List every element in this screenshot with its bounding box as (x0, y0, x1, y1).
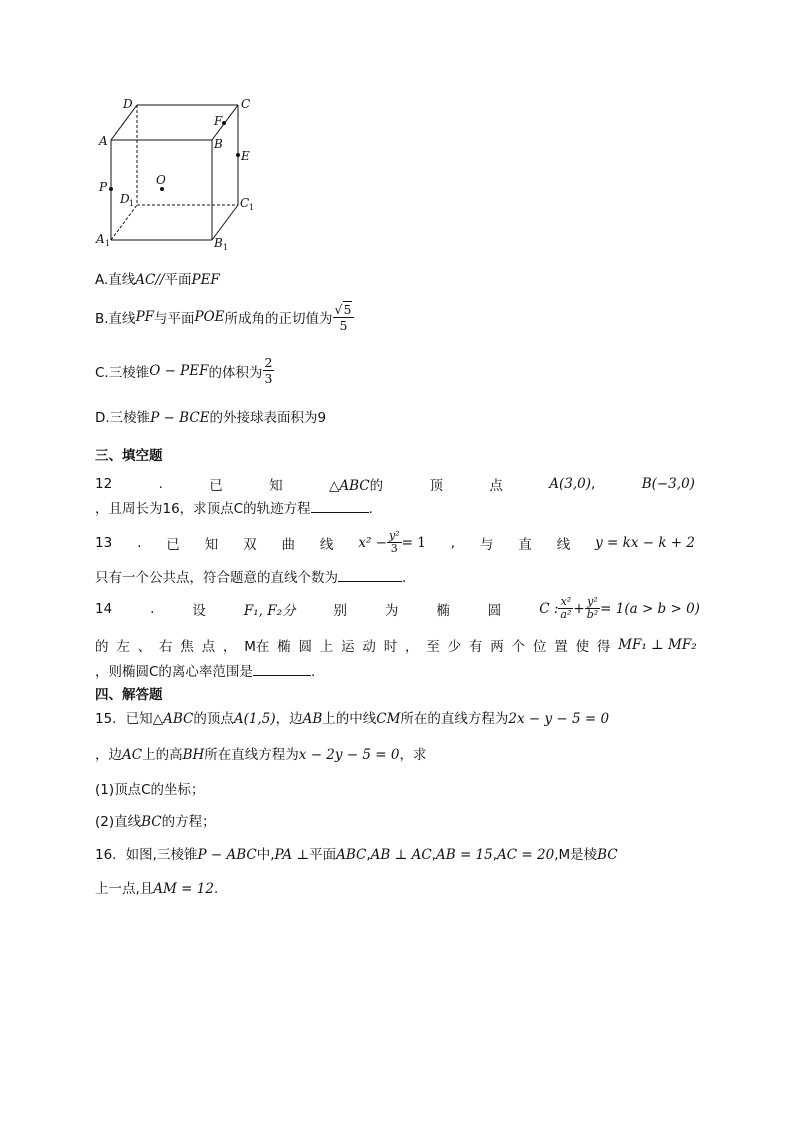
q13-hyperbola-equation (358, 530, 425, 555)
q15-math: △ABC (152, 711, 194, 727)
option-d-math1: P − BCE (150, 410, 210, 426)
option-c-frac-num: 2 (264, 355, 273, 370)
q14-token: 使 (575, 639, 590, 655)
q16-line1 (95, 843, 618, 863)
q12-point-b: B(−3,0) (641, 476, 695, 492)
q15-text: 上的高 (142, 747, 183, 763)
label-C: C (241, 97, 251, 111)
q16-line2 (95, 877, 218, 897)
label-A1-sub: 1 (105, 239, 111, 248)
q16-math: AB ⊥ AC (370, 847, 432, 863)
option-b-math1: PF (135, 309, 155, 325)
q13-eq-right: = 1 (401, 534, 426, 551)
q14-token: 置 (554, 639, 568, 655)
q16-end: . (213, 881, 219, 897)
q15-line1 (95, 707, 609, 727)
q15-text: (2)直线 (95, 814, 142, 830)
q13-line2-text: 只有一个公共点，符合题意的直线个数为 (95, 570, 338, 586)
q16-text: 中, (256, 847, 275, 863)
q14-line1 (95, 596, 700, 621)
q13-answer-blank[interactable] (338, 569, 402, 582)
q13-token: 已 (166, 536, 180, 553)
q14-ellipse-equation (539, 596, 700, 621)
option-b-math2: POE (194, 309, 225, 325)
q14-token: ， (405, 639, 419, 655)
q12-token: 顶 (429, 478, 443, 494)
option-d (95, 406, 326, 426)
option-a-prefix: A.直线 (95, 272, 136, 288)
q13-eq-num: y² (388, 529, 400, 542)
q16-math: BC (597, 847, 618, 863)
q12-triangle: △ABC (328, 478, 370, 494)
label-E: E (241, 149, 250, 163)
q15-text: 所在直线方程为 (204, 747, 299, 763)
q14-token: 运 (341, 639, 355, 655)
q16-math: AC = 20 (497, 847, 555, 863)
label-O: O (156, 173, 166, 187)
q16-text: , (366, 847, 371, 863)
q13-eq-den: 3 (390, 542, 398, 555)
q14-token: 椭 (277, 639, 291, 655)
q15-text: 所在的直线方程为 (400, 711, 509, 727)
q15-text: 的顶点 (193, 711, 234, 727)
option-d-prefix: D.三棱锥 (95, 410, 151, 426)
q14-token: 右 (158, 639, 173, 655)
q14-token: 位 (532, 639, 547, 655)
q12-comma: , (591, 476, 596, 492)
q15-sub1: (1)顶点C的坐标； (95, 782, 205, 798)
q14-token: 椭 (436, 602, 450, 619)
q12-line2-text: ，且周长为16，求顶点C的轨迹方程 (95, 501, 311, 517)
q13-line2 (95, 566, 406, 586)
q13-token: 线 (319, 536, 334, 553)
q14-token: 别 (333, 602, 347, 619)
q14-foci: F₁, F₂分 (243, 602, 296, 619)
option-b (95, 301, 354, 333)
q14-token: 焦 (180, 639, 194, 655)
option-b-frac-num: 5 (343, 302, 352, 317)
q15-sub2 (95, 810, 216, 830)
q15-text: 的方程； (161, 814, 216, 830)
q13-eq-left: x² − (358, 534, 387, 551)
q14-token: ， (222, 639, 237, 655)
q14-token: 有 (468, 639, 483, 655)
option-c-fraction (263, 355, 275, 386)
q15-text: ，边 (275, 711, 303, 727)
option-c-math1: O − PEF (149, 362, 209, 379)
q14-token: 两 (490, 639, 504, 655)
q12-token: 的 (369, 478, 384, 494)
q13-number: 13 (95, 534, 113, 551)
q12-line1 (95, 474, 695, 494)
q14-ell-plus: + (573, 600, 585, 617)
q14-line3-text: ，则椭圆C的离心率范围是 (95, 664, 253, 680)
q14-end: . (310, 664, 316, 680)
q16-math: AB = 15 (435, 847, 493, 863)
q14-token: 、 (137, 639, 152, 655)
q14-token: 圆 (487, 602, 502, 619)
q12-token: 知 (269, 478, 283, 494)
q16-text: , (431, 847, 436, 863)
option-a (95, 268, 220, 288)
option-d-mid: 的外接球表面积为9 (209, 410, 327, 426)
q15-math: x − 2y − 5 = 0 (298, 747, 400, 763)
q14-token: M在 (244, 639, 270, 655)
label-A1: A (96, 232, 105, 246)
q15-text: 15．已知 (95, 711, 153, 727)
q14-token: 的 (95, 639, 109, 655)
option-b-mid1: 与平面 (154, 311, 195, 327)
q12-answer-blank[interactable] (311, 500, 369, 513)
q12-token: 点 (489, 478, 503, 494)
q13-token: 双 (243, 536, 257, 553)
q14-dot: . (150, 600, 155, 617)
q12-number: 12 (95, 476, 113, 492)
section-3-title: 三、填空题 (95, 448, 163, 464)
q13-token: 直 (518, 536, 532, 553)
q15-math: AB (302, 711, 323, 727)
label-F: F (214, 114, 223, 128)
option-a-math2: PEF (191, 272, 220, 288)
q14-ell-den2: b² (586, 608, 599, 621)
q14-token: 个 (511, 639, 526, 655)
q14-token: 少 (447, 639, 462, 655)
q12-dot: . (158, 476, 163, 492)
option-c-frac-den: 3 (264, 371, 273, 386)
q16-text: 上一点,且 (95, 881, 154, 897)
label-D1-sub: 1 (129, 199, 135, 208)
option-b-mid2: 所成角的正切值为 (224, 311, 333, 327)
q13-token: 知 (204, 536, 219, 553)
q14-token: 上 (319, 639, 334, 655)
q12-line2 (95, 497, 373, 517)
q13-token: 曲 (281, 536, 296, 553)
q16-math: ABC (336, 847, 367, 863)
q14-line2 (95, 635, 697, 655)
q16-math: P − ABC (197, 847, 257, 863)
q14-token: 为 (384, 602, 399, 619)
q15-text: ，求 (399, 747, 427, 763)
option-b-fraction: $\frac{√5}{5}$ (333, 301, 355, 333)
label-C1: C (240, 196, 250, 210)
q15-line2 (95, 743, 427, 763)
option-b-frac-den: 5 (339, 318, 348, 333)
option-b-prefix: B.直线 (95, 311, 136, 327)
q14-token: 圆 (298, 639, 312, 655)
option-c (95, 355, 274, 386)
q16-math: PA ⊥ (274, 847, 310, 863)
label-A: A (99, 134, 108, 148)
q14-token: 至 (426, 639, 440, 655)
q14-ell-prefix: C : (539, 600, 559, 617)
q14-token: 设 (192, 602, 206, 619)
label-D: D (123, 97, 133, 111)
q13-line1 (95, 530, 695, 555)
option-a-mid: 平面 (164, 272, 192, 288)
q14-ell-right: = 1(a > b > 0) (600, 600, 700, 617)
q14-perpendicular: MF₁ ⊥ MF₂ (618, 637, 697, 653)
q14-token: 动 (362, 639, 376, 655)
q14-ell-den1: a² (560, 608, 572, 621)
label-B1-sub: 1 (223, 243, 229, 252)
q15-math: CM (376, 711, 401, 727)
q16-text: , (492, 847, 498, 863)
q16-math: AM = 12 (153, 881, 214, 897)
q12-token: 已 (209, 478, 223, 494)
label-D1: D (120, 192, 130, 206)
q15-text: 上的中线 (322, 711, 377, 727)
section-4-title: 四、解答题 (95, 687, 163, 703)
q14-token: 点 (201, 639, 216, 655)
q15-math: AC (122, 747, 143, 763)
q15-math: BH (182, 747, 205, 763)
q16-text: 平面 (309, 847, 337, 863)
q14-token: 左 (116, 639, 130, 655)
label-B1: B (214, 236, 223, 250)
q13-end: . (402, 570, 407, 586)
option-c-prefix: C.三棱锥 (95, 364, 150, 381)
label-C1-sub: 1 (249, 203, 255, 212)
cube-figure (90, 95, 270, 255)
option-a-math1: AC// (135, 272, 165, 288)
label-P: P (99, 180, 108, 194)
q13-dot: . (137, 534, 142, 551)
q13-token: 与 (479, 536, 494, 553)
q14-answer-blank[interactable] (253, 663, 311, 676)
q15-math: BC (141, 814, 162, 830)
option-c-mid: 的体积为 (208, 364, 263, 381)
q14-ell-num1: x² (558, 596, 573, 609)
q14-token: 得 (596, 639, 611, 655)
q14-token: 时 (383, 639, 398, 655)
q13-line-equation: y = kx − k + 2 (595, 534, 695, 551)
q14-line3 (95, 660, 315, 680)
q12-end: . (368, 501, 373, 517)
q13-comma: , (450, 534, 455, 551)
q16-text: 16．如图,三棱锥 (95, 847, 198, 863)
q14-number: 14 (95, 600, 113, 617)
q14-ell-num2: y² (585, 596, 600, 609)
q15-math: 2x − y − 5 = 0 (508, 711, 610, 727)
q13-token: 线 (556, 536, 571, 553)
q12-point-a: A(3,0) (549, 476, 592, 492)
q15-text: ，边 (95, 747, 122, 763)
label-B: B (214, 137, 223, 151)
q15-math: A(1,5) (233, 711, 276, 727)
q16-text: ,M是棱 (554, 847, 598, 863)
